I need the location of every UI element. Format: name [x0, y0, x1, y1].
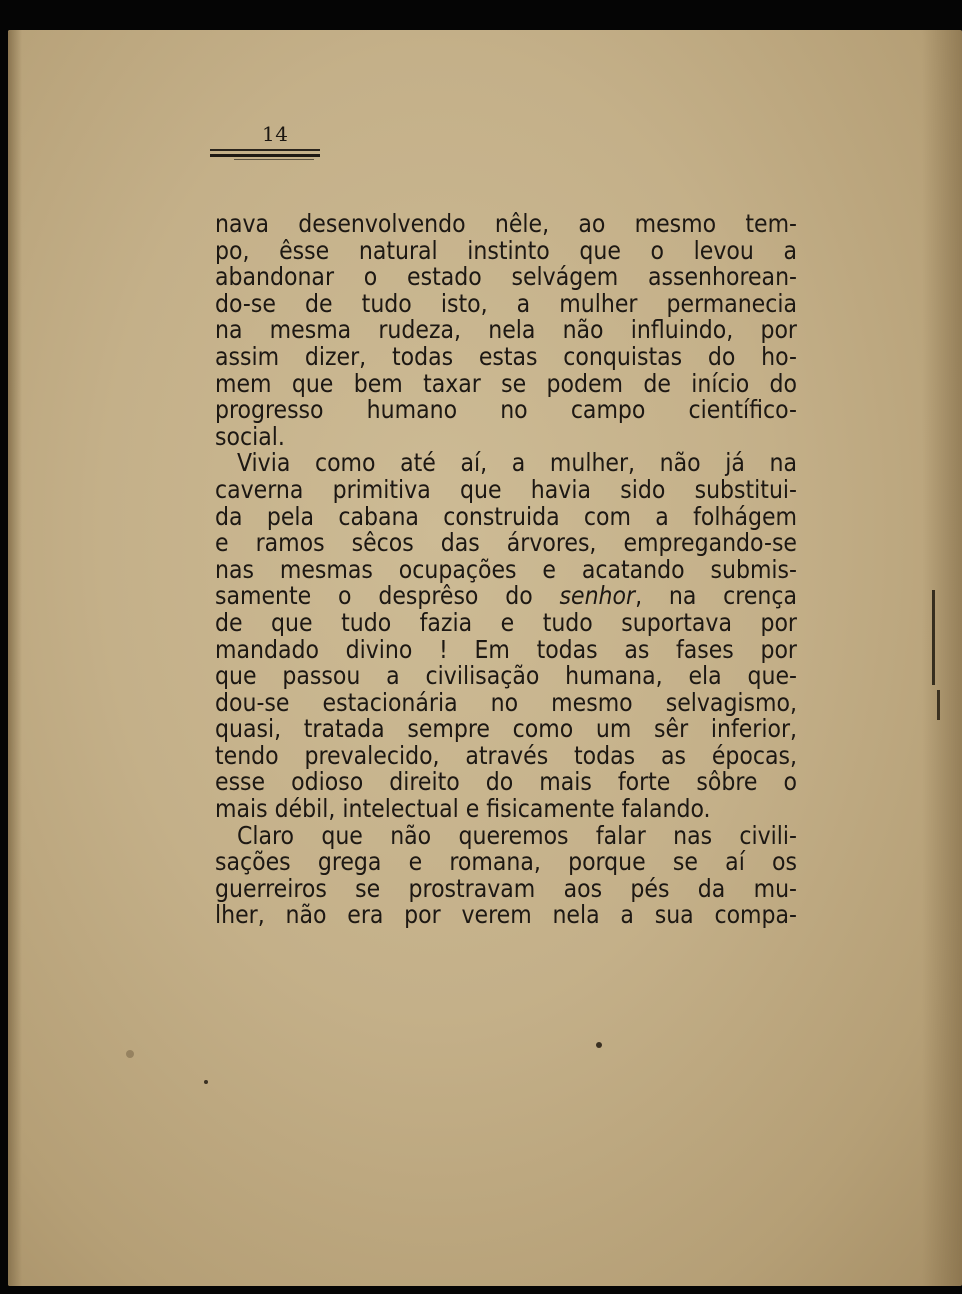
binding-mark: [926, 560, 942, 740]
text-line: na mesma rudeza, nela não influindo, por: [215, 315, 797, 345]
text-line: dou-se estacionária no mesmo selvagismo,: [215, 687, 797, 717]
text-fragment: , na crença: [635, 581, 797, 611]
text-line-emphasis: [215, 583, 797, 610]
text-line: da pela cabana construida com a folhágem: [215, 501, 797, 531]
text-line: guerreiros se prostravam aos pés da mu-: [215, 873, 797, 903]
italic-word: senhor: [559, 581, 636, 611]
text-line: social.: [215, 421, 285, 451]
text-line: po, êsse natural instinto que o levou a: [215, 235, 797, 265]
body-text: [215, 211, 797, 929]
text-line: abandonar o estado selvágem assenhorean-: [215, 262, 797, 292]
page-number: 14: [262, 122, 289, 146]
text-line: assim dizer, todas estas conquistas do ho-: [215, 341, 797, 371]
text-line: sações grega e romana, porque se aí os: [215, 847, 797, 877]
text-line: mandado divino ! Em todas as fases por: [215, 634, 797, 664]
text-line: nas mesmas ocupações e acatando submis-: [215, 554, 797, 584]
text-line: que passou a civilisação humana, ela que-: [215, 661, 797, 691]
text-line: do-se de tudo isto, a mulher permanecia: [215, 288, 797, 318]
text-line: mem que bem taxar se podem de início do: [215, 368, 797, 398]
text-line: nava desenvolvendo nêle, ao mesmo tem-: [215, 209, 797, 238]
text-line: caverna primitiva que havia sido substitui-: [215, 474, 797, 504]
header-rule-thick: [210, 154, 320, 157]
text-fragment: samente o desprêso do: [215, 581, 560, 611]
page-header: [204, 122, 324, 162]
paper-stain: [126, 1050, 134, 1058]
paragraph-start-line: Claro que não queremos falar nas civili-: [237, 820, 797, 850]
ink-speck: [204, 1080, 208, 1084]
text-line: de que tudo fazia e tudo suportava por: [215, 607, 797, 637]
text-line: mais débil, intelectual e fisicamente falando.: [215, 794, 711, 824]
header-rule-thin: [234, 159, 314, 160]
text-line: esse odioso direito do mais forte sôbre o: [215, 767, 797, 797]
paragraph-start-line: Vivia como até aí, a mulher, não já na: [237, 448, 797, 478]
book-page: [8, 30, 962, 1286]
ink-speck: [596, 1042, 602, 1048]
text-line: lher, não era por verem nela a sua compa-: [215, 900, 797, 930]
binding-mark-bar: [932, 590, 935, 685]
text-line: quasi, tratada sempre como um sêr inferior,: [215, 714, 797, 744]
header-rule: [210, 149, 320, 151]
text-line: e ramos sêcos das árvores, empregando-se: [215, 528, 797, 558]
binding-mark-bar: [937, 690, 940, 720]
text-line: progresso humano no campo científico-: [215, 395, 797, 425]
text-line: tendo prevalecido, através todas as épocas,: [215, 740, 797, 770]
